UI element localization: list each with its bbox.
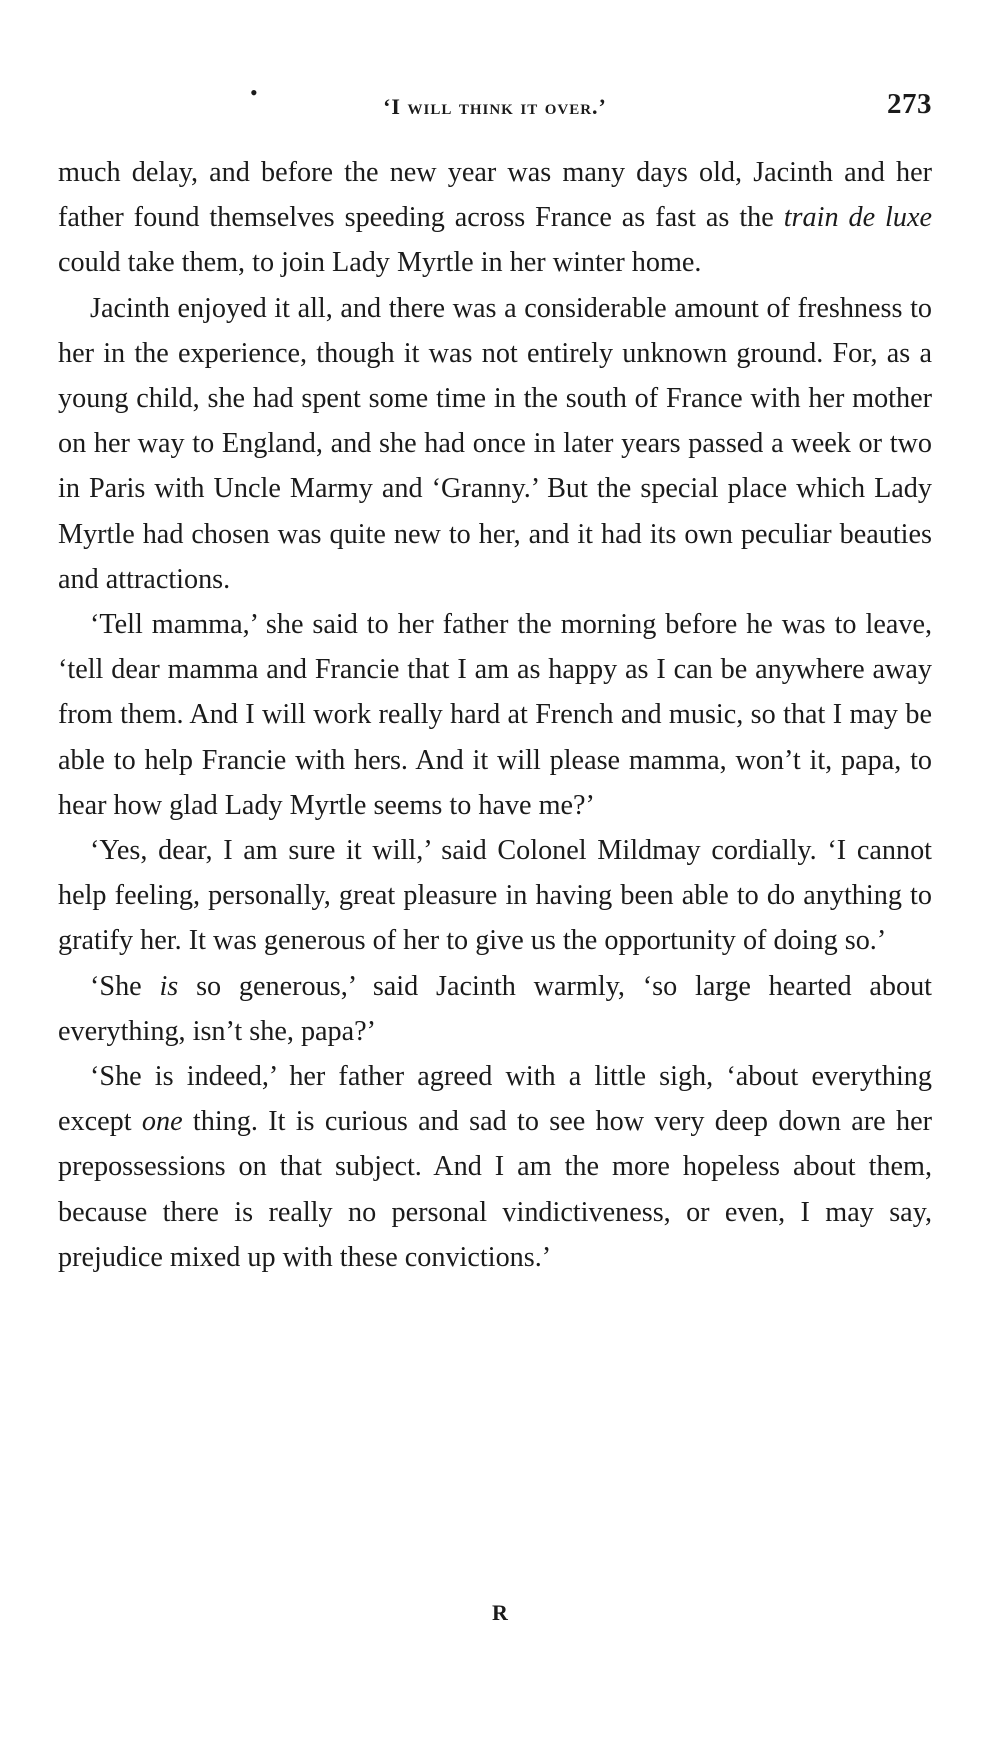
italic-text: train de luxe [783,202,933,234]
italic-text: one [141,1106,183,1138]
paragraph [58,964,932,1054]
running-header [58,80,932,128]
text-segment: much delay, and before the new year was many days old, Jacinth and her father found themselves speeding across France as fast as the [58,157,932,234]
page-number: 273 [887,88,932,120]
text-segment: ‘She is indeed,’ her father agreed with a little sigh, ‘about everything except [58,1061,932,1138]
italic-text: is [159,970,179,1002]
signature-mark: R [492,1600,508,1625]
header-dot: • [250,80,258,105]
paragraph [58,286,932,602]
text-segment: Jacinth enjoyed it all, and there was a considerable amount of freshness to her in the experience, though it was not entirely unknown ground. For, as a young child, she had spent some time in the south of France with her mother on her way to England, and she had once in later years passed a week or two in Paris with Uncle Marmy and ‘Granny.’ But the special place which Lady Myrtle had chosen was quite new to her, and it had its own peculiar beauties and attractions. [58,292,932,595]
text-segment: so generous,’ said Jacinth warmly, ‘so large hearted about everything, isn’t she, papa?’ [58,970,932,1047]
paragraph [58,1054,932,1280]
paragraph [58,150,932,286]
paragraph [58,828,932,964]
text-segment: thing. It is curious and sad to see how very deep down are her prepossessions on that subject. And I am the more hopeless about them, because there is really no personal vindictiveness, or even, I may say, prejudice mixed up with these convictions.’ [58,1106,932,1273]
body-text [58,150,932,1280]
running-title: ‘I will think it over.’ [383,94,607,119]
text-segment: ‘She [90,970,160,1002]
text-segment: could take them, to join Lady Myrtle in her winter home. [58,247,702,279]
text-segment: ‘Yes, dear, I am sure it will,’ said Colonel Mildmay cordially. ‘I cannot help feeling, personally, great pleasure in having been able to do anything to gratify her. It was generous of her to give us the opportunity of doing so.’ [58,835,932,957]
paragraph [58,602,932,828]
text-segment: ‘Tell mamma,’ she said to her father the morning before he was to leave, ‘tell dear mamma and Francie that I am as happy as I can be anywhere away from them. And I will work really hard at French and music, so that I may be able to help Francie with hers. And it will please mamma, won’t it, papa, to hear how glad Lady Myrtle seems to have me?’ [58,609,932,821]
